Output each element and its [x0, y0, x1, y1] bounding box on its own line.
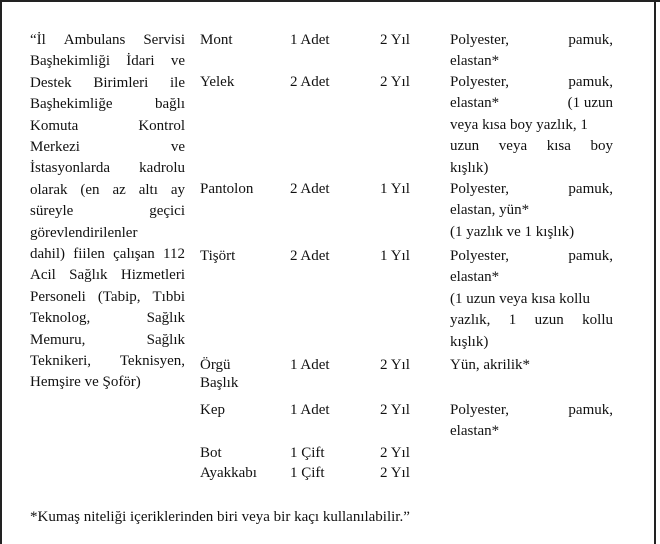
description-line — [30, 266, 185, 285]
item-material-line — [450, 401, 613, 420]
description-line — [30, 181, 185, 200]
description-line — [30, 159, 185, 178]
item-quantity: 1 Çift — [290, 465, 325, 481]
word: Teknisyen, — [119, 353, 185, 369]
description-line — [30, 245, 185, 264]
word: Polyester, — [450, 181, 509, 197]
word: bağlı — [155, 96, 185, 113]
item-material-line: elastan* — [450, 269, 500, 286]
word: 1 — [508, 312, 517, 329]
item-name: Başlık — [200, 375, 239, 391]
word: (1 uzun — [567, 95, 613, 112]
item-duration: 1 Yıl — [380, 181, 410, 197]
word: elastan* — [450, 95, 500, 112]
word: Kontrol — [138, 117, 185, 134]
word: Destek — [30, 74, 72, 91]
word: “İl — [30, 32, 46, 48]
item-quantity: 1 Adet — [290, 402, 330, 418]
top-border — [0, 0, 660, 2]
word: yazlık, — [450, 312, 491, 329]
word: Birimleri — [93, 74, 149, 91]
item-name: Tişört — [200, 248, 236, 264]
word: ve — [170, 53, 185, 70]
word: Polyester, — [450, 402, 509, 418]
item-material-line: kışlık) — [450, 333, 489, 350]
item-quantity: 2 Adet — [290, 248, 330, 264]
word: kadrolu — [139, 160, 185, 177]
word: Memuru, — [30, 331, 86, 348]
word: Tıbbi — [152, 288, 185, 305]
word: uzun — [450, 138, 480, 155]
word: pamuk, — [568, 402, 613, 418]
word: pamuk, — [568, 248, 613, 264]
description-line — [30, 31, 185, 50]
item-quantity: 1 Adet — [290, 357, 330, 373]
item-material-line: elastan, yün* — [450, 202, 530, 219]
item-duration: 2 Yıl — [380, 445, 410, 461]
item-duration: 2 Yıl — [380, 74, 410, 90]
description-line: Hemşire ve Şoför) — [30, 374, 141, 391]
item-material-line — [450, 247, 613, 266]
item-material-line: Yün, akrilik* — [450, 357, 530, 373]
word: Teknolog, — [30, 310, 91, 327]
item-material-line — [450, 311, 613, 330]
word: pamuk, — [568, 181, 613, 197]
word: kısa — [546, 138, 571, 155]
description-line — [30, 117, 185, 136]
item-quantity: 1 Çift — [290, 445, 325, 461]
word: dahil) — [30, 246, 65, 262]
word: Acil — [30, 267, 56, 284]
word: Hizmetleri — [120, 267, 185, 284]
item-quantity: 2 Adet — [290, 74, 330, 90]
item-material-line: (1 uzun veya kısa kollu — [450, 290, 590, 307]
description-line — [30, 74, 185, 93]
item-name: Bot — [200, 445, 222, 461]
item-material-line: kışlık) — [450, 159, 489, 176]
word: ay — [170, 181, 185, 198]
word: olarak — [30, 181, 68, 198]
item-name: Pantolon — [200, 181, 254, 197]
word: Sağlık — [146, 310, 185, 327]
item-material-line: elastan* — [450, 423, 500, 440]
item-duration: 2 Yıl — [380, 32, 410, 48]
word: 112 — [163, 246, 185, 262]
item-material-line — [450, 73, 613, 92]
item-material-line — [450, 31, 613, 50]
word: Polyester, — [450, 32, 509, 48]
word: süreyle — [30, 203, 74, 220]
item-duration: 2 Yıl — [380, 402, 410, 418]
word: altı — [138, 181, 158, 198]
word: çalışan — [113, 246, 155, 262]
word: ile — [170, 74, 185, 91]
description-line — [30, 138, 185, 157]
item-name: Mont — [200, 32, 233, 48]
word: geçici — [149, 203, 185, 220]
word: (en — [80, 181, 100, 198]
word: boy — [590, 138, 613, 155]
word: (Tabip, — [97, 288, 141, 305]
item-name: Ayakkabı — [200, 465, 257, 481]
description-line — [30, 309, 185, 328]
word: Teknikeri, — [30, 353, 92, 369]
item-material-line — [450, 180, 613, 199]
description-line — [30, 331, 185, 350]
word: Komuta — [30, 117, 79, 134]
word: Servisi — [143, 32, 185, 48]
word: Personeli — [30, 288, 86, 305]
item-material-line: elastan* — [450, 53, 500, 70]
item-name: Kep — [200, 402, 225, 418]
item-duration: 1 Yıl — [380, 248, 410, 264]
item-material-line — [450, 137, 613, 156]
word: Başhekimliğe — [30, 96, 113, 113]
word: pamuk, — [568, 32, 613, 48]
word: fiilen — [73, 246, 105, 262]
word: ve — [170, 139, 185, 155]
word: veya — [498, 138, 528, 155]
word: pamuk, — [568, 74, 613, 90]
item-name: Yelek — [200, 74, 235, 90]
word: Polyester, — [450, 248, 509, 264]
item-duration: 2 Yıl — [380, 357, 410, 373]
word: kollu — [582, 312, 613, 329]
word: Sağlık — [146, 331, 185, 348]
description-line — [30, 202, 185, 221]
description-line — [30, 95, 185, 114]
word: Polyester, — [450, 74, 509, 90]
word: Merkezi — [30, 139, 80, 155]
item-name: Örgü — [200, 357, 231, 373]
item-duration: 2 Yıl — [380, 465, 410, 481]
description-line — [30, 52, 185, 71]
word: İdari — [126, 53, 155, 70]
description-line — [30, 288, 185, 307]
item-quantity: 2 Adet — [290, 181, 330, 197]
word: az — [112, 181, 126, 198]
item-quantity: 1 Adet — [290, 32, 330, 48]
description-line — [30, 352, 185, 371]
word: uzun — [534, 312, 564, 329]
footnote: *Kumaş niteliği içeriklerinden biri veya bir kaçı kullanılabilir.” — [30, 509, 410, 525]
item-material-line: veya kısa boy yazlık, 1 — [450, 116, 588, 133]
word: Sağlık — [69, 267, 108, 284]
description-line: görevlendirilenler — [30, 224, 138, 241]
item-material-line — [450, 94, 613, 113]
word: Ambulans — [63, 32, 126, 48]
word: İstasyonlarda — [30, 160, 110, 177]
item-material-line: (1 yazlık ve 1 kışlık) — [450, 223, 575, 240]
word: Başhekimliği — [30, 53, 110, 70]
